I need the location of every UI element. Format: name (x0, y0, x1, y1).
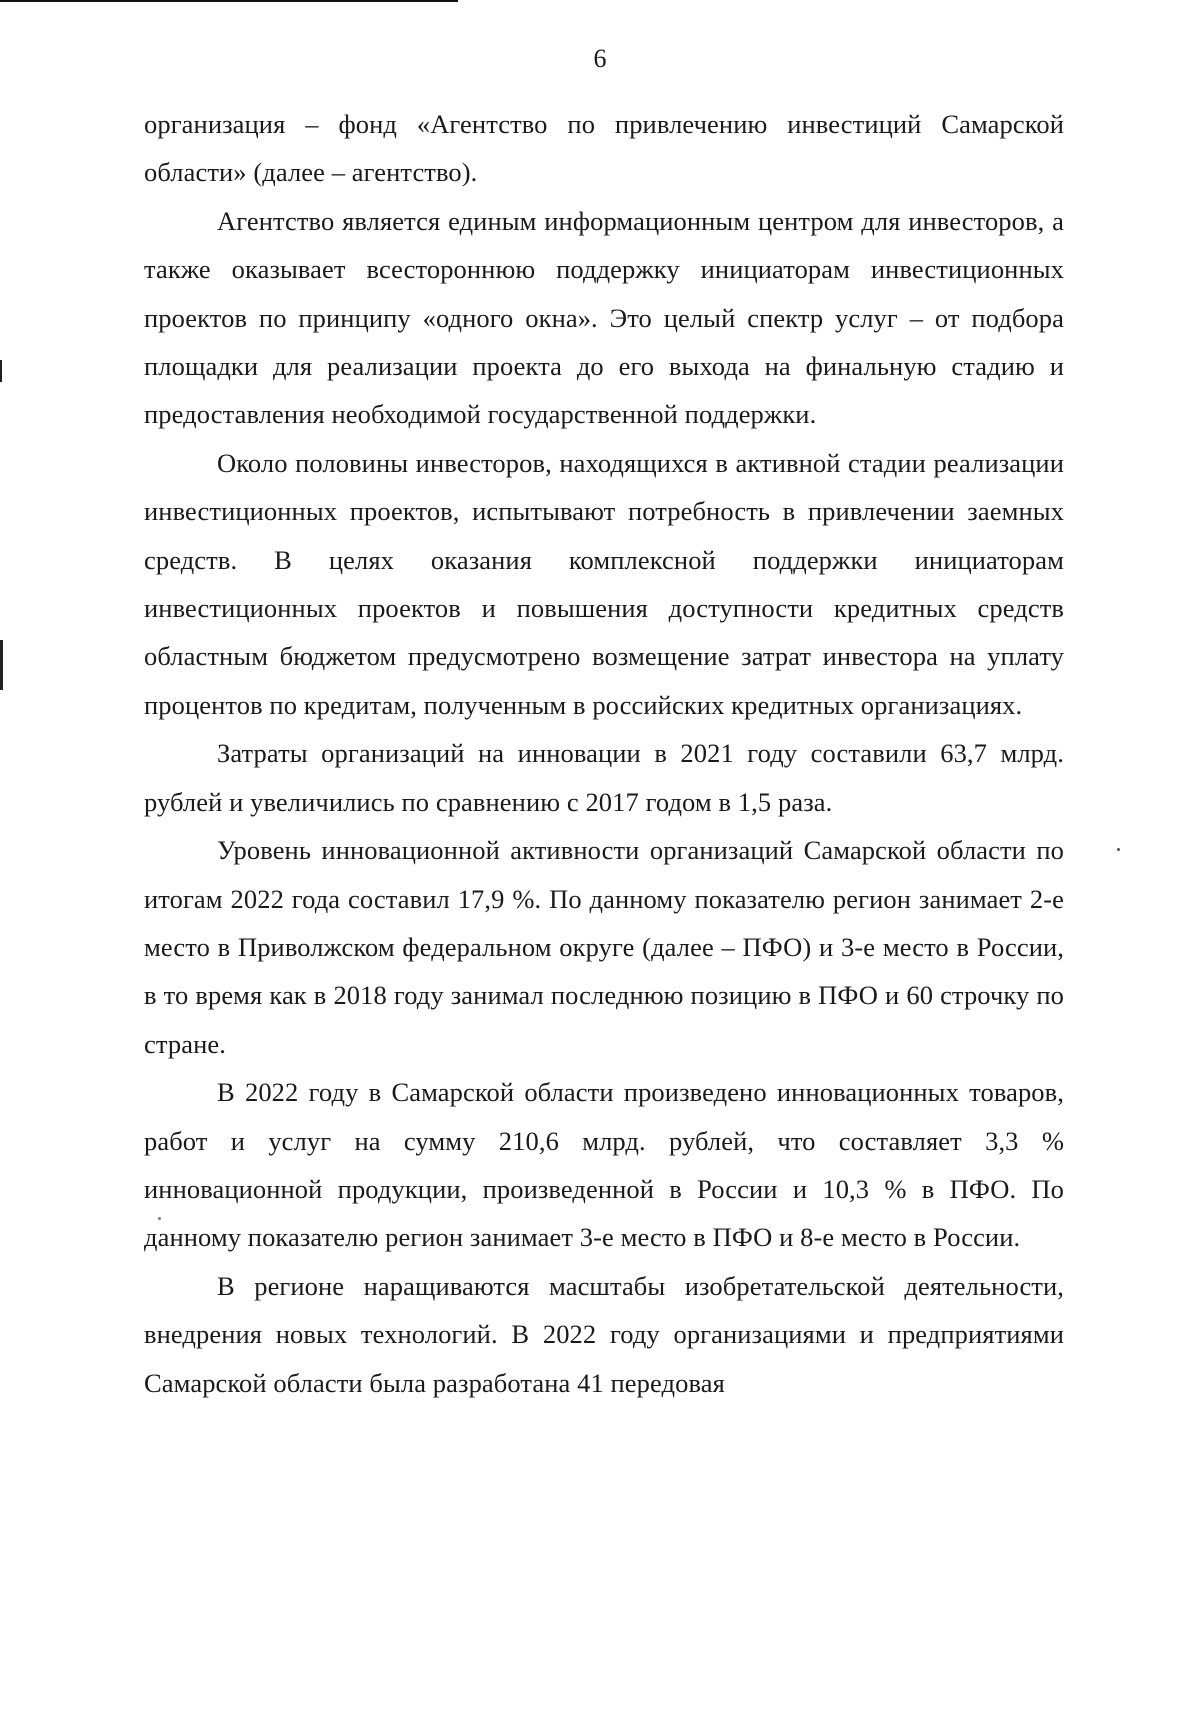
paragraph-continuation: организация – фонд «Агентство по привлечению инвестиций Самарской области» (далее – агентство). (144, 109, 1064, 188)
paragraph-inventions: В регионе наращиваются масштабы изобретательской деятельности, внедрения новых технологий. В 2022 году организациями и предприятиями Самарской области была разработана 41 передовая (144, 1270, 1064, 1398)
page-number: 6 (593, 44, 607, 73)
paragraph-agency: Агентство является единым информационным центром для инвесторов, а также оказывает всестороннюю поддержку инициаторам инвестиционных проектов по принципу «одного окна». Это целый спектр услуг – от подбора площадки для реализации проекта до его выхода на финальную стадию и предоставления необходимой государственной поддержки. (144, 205, 1064, 430)
paragraph-innovation-production: В 2022 году в Самарской области произведено инновационных товаров, работ и услуг на сумму 210,6 млрд. рублей, что составляет 3,3 % инновационной продукции, произведенной в России и 10,3 % в ПФО. По данному показателю регион занимает 3-е место в ПФО и 8-е место в России. (144, 1077, 1064, 1253)
top-rule (0, 0, 458, 2)
paragraph-innovation-activity: Уровень инновационной активности организаций Самарской области по итогам 2022 года составил 17,9 %. По данному показателю регион занимает 2-е место в Приволжском федеральном округе (далее – ПФО) и 3-е место в России, в то время как в 2018 году занимал последнюю позицию в ПФО и 60 строчку по стране. (144, 835, 1064, 1059)
document-body (144, 100, 1064, 1407)
paragraph-innovation-costs: Затраты организаций на инновации в 2021 году составили 63,7 млрд. рублей и увеличились по сравнению с 2017 годом в 1,5 раза. (144, 738, 1064, 817)
scan-artifact (158, 1217, 161, 1220)
scan-artifact (0, 360, 2, 382)
scan-artifact (0, 640, 3, 690)
scan-artifact (1117, 848, 1120, 851)
paragraph-investors: Около половины инвесторов, находящихся в активной стадии реализации инвестиционных проектов, испытывают потребность в привлечении заемных средств. В целях оказания комплексной поддержки инициаторам инвестиционных проектов и повышения доступности кредитных средств областным бюджетом предусмотрено возмещение затрат инвестора на уплату процентов по кредитам, полученным в российских кредитных организациях. (144, 447, 1064, 720)
